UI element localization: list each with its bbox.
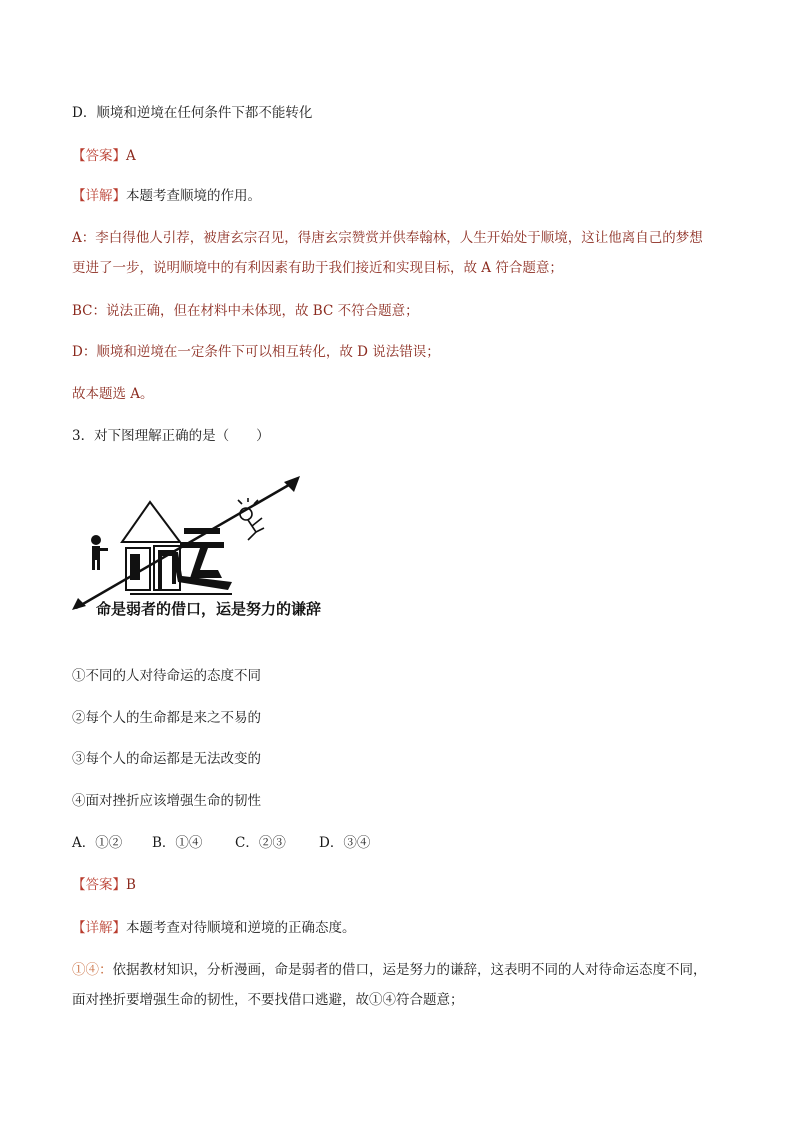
statement-3: ③每个人的命运都是无法改变的 bbox=[72, 751, 261, 767]
option-d: D．③④ bbox=[319, 835, 371, 851]
answer-value: A bbox=[126, 148, 136, 164]
explain-intro: 本题考查顺境的作用。 bbox=[126, 188, 261, 204]
conclusion-q2: 故本题选 A。 bbox=[72, 386, 154, 402]
detail-prefix: ①④： bbox=[72, 962, 113, 978]
option-b: B．①④ bbox=[152, 835, 203, 851]
detail-line1 bbox=[72, 960, 707, 980]
analysis-bc-line: BC：说法正确，但在材料中未体现，故 BC 不符合题意； bbox=[72, 303, 419, 319]
explain-intro: 本题考查对待顺境和逆境的正确态度。 bbox=[126, 920, 356, 936]
explain-tag: 【详解】 bbox=[72, 188, 126, 204]
statement-4: ④面对挫折应该增强生命的韧性 bbox=[72, 793, 261, 809]
analysis-d-line: D：顺境和逆境在一定条件下可以相互转化，故 D 说法错误； bbox=[72, 344, 440, 360]
analysis-a-line1: A：李白得他人引荐，被唐玄宗召见，得唐玄宗赞赏并供奉翰林，人生开始处于顺境，这让他离自己的梦想 bbox=[72, 230, 703, 246]
analysis-a-line2: 更进了一步，说明顺境中的有利因素有助于我们接近和实现目标，故 A 符合题意； bbox=[72, 260, 563, 276]
explain-q2 bbox=[72, 186, 261, 206]
figure-caption: 命是弱者的借口，运是努力的谦辞 bbox=[96, 600, 322, 618]
explain-q3 bbox=[72, 918, 356, 938]
answer-tag: 【答案】 bbox=[72, 148, 126, 164]
arrow-head-down bbox=[72, 598, 86, 610]
statement-2: ②每个人的生命都是来之不易的 bbox=[72, 710, 261, 726]
option-d-q2: D．顺境和逆境在任何条件下都不能转化 bbox=[72, 105, 313, 121]
detail-text: 依据教材知识，分析漫画，命是弱者的借口，运是努力的谦辞，这表明不同的人对待命运态度不同， bbox=[112, 962, 707, 978]
question-3-stem: 3．对下图理解正确的是（ ） bbox=[72, 428, 270, 444]
answer-value: B bbox=[126, 877, 136, 893]
options-q3 bbox=[72, 833, 370, 853]
detail-line2: 面对挫折要增强生命的韧性，不要找借口逃避，故①④符合题意； bbox=[72, 992, 464, 1008]
option-c: C．②③ bbox=[235, 835, 286, 851]
climbing-person-figure bbox=[238, 498, 264, 540]
option-a: A．①② bbox=[72, 835, 123, 851]
arrow-head-up bbox=[284, 476, 300, 492]
explain-tag: 【详解】 bbox=[72, 920, 126, 936]
answer-q2 bbox=[72, 146, 136, 166]
answer-q3 bbox=[72, 875, 136, 895]
answer-tag: 【答案】 bbox=[72, 877, 126, 893]
statement-1: ①不同的人对待命运的态度不同 bbox=[72, 668, 261, 684]
weak-person-figure bbox=[91, 535, 108, 570]
